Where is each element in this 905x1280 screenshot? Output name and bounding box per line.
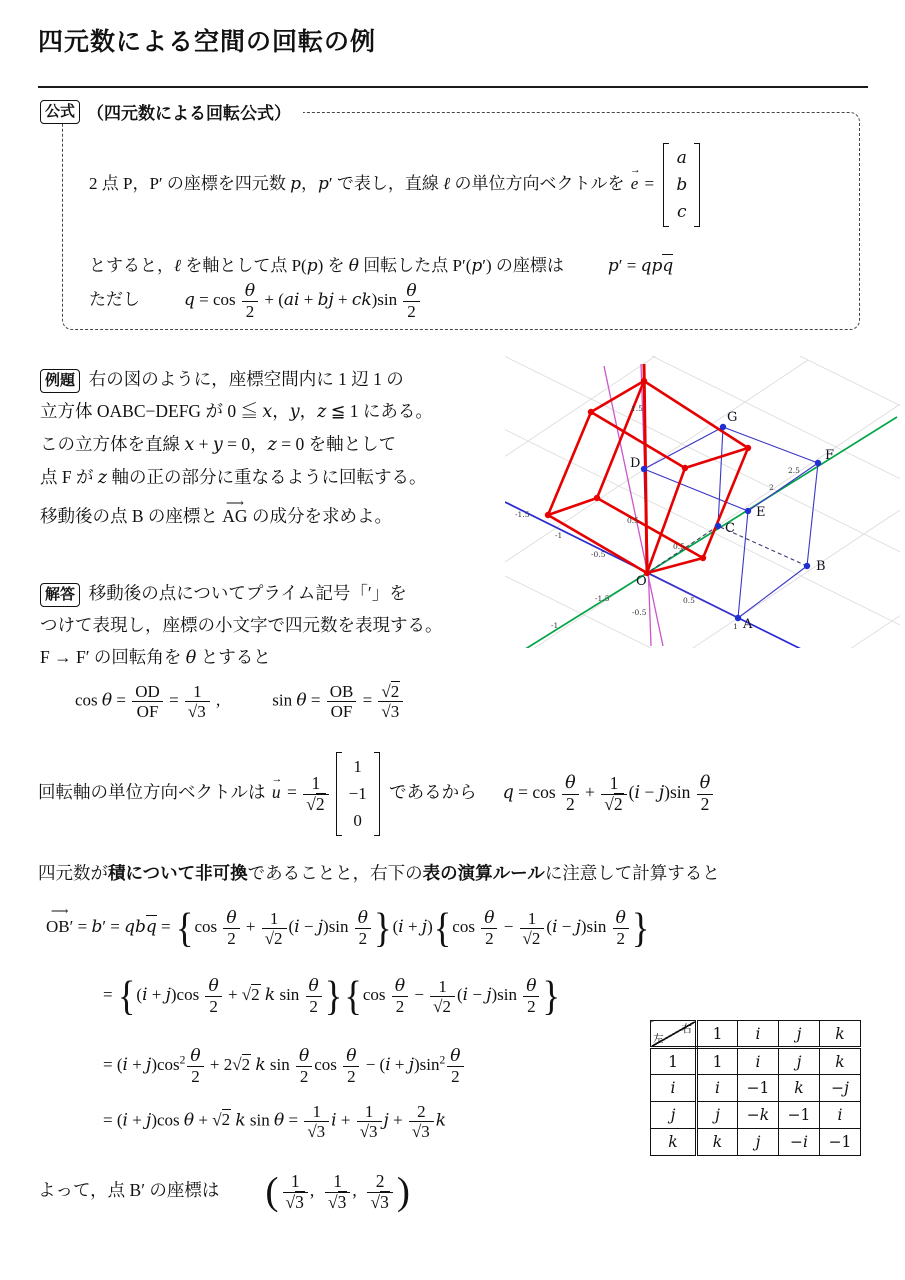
answer-text: 移動後の点についてプライム記号「′」を bbox=[88, 583, 407, 603]
example-block bbox=[40, 363, 520, 532]
formula-line-2: とすると，ℓ を軸として点 P(p) を θ 回転した点 P′(p′) の座標は p′ = qpq bbox=[89, 256, 674, 276]
table-cell-3-0: k bbox=[697, 1129, 738, 1156]
derivation-line-4: = (i + j)cos θ + √2 k sin θ = $\frac{1}{√3}$ i + $\frac{1}{√3}$ j + $\frac{2}{√3}$ k bbox=[103, 1102, 447, 1142]
rotated-vertex-dot-4 bbox=[545, 512, 551, 518]
grid-line bbox=[505, 356, 626, 606]
example-tag: 例題 bbox=[40, 369, 80, 393]
formula-tag: 公式 bbox=[40, 100, 80, 124]
cube-edge-BF bbox=[807, 463, 818, 566]
table-corner-cell: 左 右 bbox=[651, 1021, 697, 1048]
vertex-label-F: F bbox=[825, 448, 835, 463]
vertex-dot-E bbox=[745, 508, 751, 514]
example-line bbox=[40, 363, 520, 395]
table-cell-3-2: −i bbox=[779, 1129, 820, 1156]
formula-line-3: ただし q = cos $\frac{\theta}{2}$ + (ai + bj + ck)sin $\frac{\theta}{2}$ bbox=[89, 281, 422, 321]
quaternion-table bbox=[650, 1020, 861, 1156]
answer-line: F → F′ の回転角を θ とすると bbox=[40, 647, 271, 668]
table-col-header-2: j bbox=[779, 1021, 820, 1048]
table-col-header-3: k bbox=[820, 1021, 861, 1048]
formula-box bbox=[45, 102, 860, 330]
axis-tick-label-4: 1 bbox=[733, 622, 738, 631]
x-axis bbox=[505, 502, 805, 648]
answer-block bbox=[40, 577, 520, 674]
cube-edge-DE bbox=[644, 469, 748, 511]
vertex-label-D: D bbox=[630, 456, 641, 471]
derivation-line-3: = $(i + j)\cos^2$ $\frac{\theta}{2}$ + 2√2 k sin $\frac{\theta}{2}$ cos $\frac{\theta}{2}$ − $(i + j)\sin^2$ $\frac{\theta}{2}$ bbox=[103, 1046, 466, 1086]
formula-box-header bbox=[40, 99, 303, 124]
table-cell-1-3: −j bbox=[820, 1075, 861, 1102]
noncommutative-note: 四元数が積について非可換であることと，右下の表の演算ルールに注意して計算すると bbox=[38, 863, 720, 883]
axis-tick-label-5: -1.5 bbox=[595, 594, 610, 603]
grid-line bbox=[535, 356, 900, 585]
axis-tick-label-2: -0.5 bbox=[591, 550, 606, 559]
grid-line bbox=[505, 477, 885, 648]
vertex-dot-A bbox=[735, 615, 741, 621]
rotated-vertex-dot-6 bbox=[641, 378, 647, 384]
grid-line bbox=[505, 405, 899, 648]
quaternion-table-wrap bbox=[650, 1020, 861, 1156]
rotated-cube-edge-2 bbox=[685, 448, 748, 468]
cube-edge-AB bbox=[738, 566, 807, 618]
cube-edge-GD bbox=[644, 427, 723, 469]
derivation-line-2: = {(i + j)cos $\frac{\theta}{2}$ + √2 k sin $\frac{\theta}{2}$ }{cos $\frac{\theta}{2}$ − $\frac{1}{√2}$ (i − j)sin $\frac{\theta}{2}$ } bbox=[103, 972, 561, 1019]
rotated-cube-edge-0 bbox=[647, 558, 703, 573]
grid-line bbox=[505, 450, 900, 648]
cube-edge-AE bbox=[738, 511, 748, 618]
grid-line bbox=[505, 360, 808, 648]
rotated-cube-edge-1 bbox=[703, 448, 748, 558]
axis-tick-label-9: 1.5 bbox=[631, 404, 643, 413]
vertex-label-C: C bbox=[725, 521, 735, 536]
derivation-line-1: ⟶ OB′ = b′ = qbq = {cos $\frac{\theta}{2}$ + $\frac{1}{√2}$ (i − j)sin $\frac{\theta}{2}$ }(i + j){cos $\frac{\theta}{2}$ − $\frac{1}{√2}$ (i − j)sin $\frac{\theta}{2}$ } bbox=[46, 908, 650, 948]
rotated-vertex-dot-2 bbox=[745, 445, 751, 451]
axis-tick-label-8: 2.5 bbox=[788, 466, 800, 475]
cos-sin-line: cos θ = $\frac{OD}{OF}$ = $\frac{1}{√3}$ , sin θ = $\frac{OB}{OF}$ = $\frac{√2}{√3}$ bbox=[75, 682, 405, 721]
grid-line bbox=[505, 393, 900, 648]
formula-heading: （四元数による回転公式） bbox=[87, 104, 292, 123]
table-cell-1-1: −1 bbox=[738, 1075, 779, 1102]
vertex-dot-G bbox=[720, 424, 726, 430]
grid-line bbox=[505, 356, 900, 648]
rotated-vertex-dot-1 bbox=[700, 555, 706, 561]
cube-edge-FG bbox=[723, 427, 818, 463]
axis-tick-label-12: -0.5 bbox=[632, 608, 647, 617]
example-line: 立方体 OABC−DEFG が 0 ≦ x，y，z ≦ 1 にある。 bbox=[40, 401, 433, 422]
table-row-header-1: i bbox=[651, 1075, 697, 1102]
rotated-vertex-dot-5 bbox=[594, 495, 600, 501]
axis-tick-label-3: 0.5 bbox=[683, 596, 695, 605]
table-cell-3-3: −1 bbox=[820, 1129, 861, 1156]
table-cell-0-3: k bbox=[820, 1048, 861, 1075]
grid-line bbox=[505, 356, 900, 627]
title-rule bbox=[38, 86, 868, 88]
answer-line bbox=[40, 577, 520, 609]
vertex-label-B: B bbox=[816, 559, 826, 574]
table-cell-3-1: j bbox=[738, 1129, 779, 1156]
grid-line bbox=[505, 356, 900, 648]
example-line: この立方体を直線 x + y = 0，z = 0 を軸として bbox=[40, 434, 397, 455]
answer-tag: 解答 bbox=[40, 583, 80, 607]
grid-line bbox=[577, 495, 900, 648]
table-col-header-1: i bbox=[738, 1021, 779, 1048]
axis-tick-label-11: 0.5 bbox=[673, 542, 685, 551]
vertex-label-A: A bbox=[743, 617, 753, 632]
table-row-header-2: j bbox=[651, 1102, 697, 1129]
cube-figure-svg bbox=[505, 356, 900, 648]
table-cell-2-0: j bbox=[697, 1102, 738, 1129]
table-cell-2-1: −k bbox=[738, 1102, 779, 1129]
cube-figure bbox=[505, 356, 900, 648]
vertex-dot-F bbox=[815, 460, 821, 466]
example-text: 右の図のように，座標空間内に 1 辺 1 の bbox=[88, 369, 404, 389]
rotated-vertex-dot-7 bbox=[588, 409, 594, 415]
cube-edge-EF bbox=[748, 463, 818, 511]
grid-line bbox=[505, 435, 900, 648]
table-cell-2-3: i bbox=[820, 1102, 861, 1129]
table-cell-0-0: 1 bbox=[697, 1048, 738, 1075]
table-cell-2-2: −1 bbox=[779, 1102, 820, 1129]
rotation-axis-line: 回転軸の単位方向ベクトルは → u = $\frac{1}{√2}$ 1 −1 0 であるから q = cos $\frac{\theta}{2}$ + $\frac{1}{√2}$ (i − j)sin $\frac{\theta}{2}$ bbox=[38, 752, 715, 836]
rotated-cube-edge-7 bbox=[548, 412, 591, 515]
table-cell-1-2: k bbox=[779, 1075, 820, 1102]
table-row-header-0: 1 bbox=[651, 1048, 697, 1075]
vertex-label-E: E bbox=[756, 505, 766, 520]
vertex-dot-D bbox=[641, 466, 647, 472]
vertex-label-O: O bbox=[636, 574, 647, 589]
page-title: 四元数による空間の回転の例 bbox=[38, 28, 377, 56]
table-cell-0-2: j bbox=[779, 1048, 820, 1075]
table-cell-0-1: i bbox=[738, 1048, 779, 1075]
axis-tick-label-6: -1 bbox=[551, 621, 559, 630]
table-cell-1-0: i bbox=[697, 1075, 738, 1102]
axis-tick-label-0: -1.5 bbox=[515, 510, 530, 519]
axis-tick-label-10: 0.5 bbox=[627, 516, 639, 525]
example-line: 点 F が z 軸の正の部分に重なるように回転する。 bbox=[40, 467, 427, 488]
vertex-label-G: G bbox=[727, 410, 738, 425]
rotated-cube-edge-9 bbox=[597, 498, 703, 558]
axis-tick-label-7: 2 bbox=[769, 483, 774, 492]
vertex-dot-B bbox=[804, 563, 810, 569]
table-col-header-0: 1 bbox=[697, 1021, 738, 1048]
table-row-header-3: k bbox=[651, 1129, 697, 1156]
axis-tick-label-1: -1 bbox=[555, 531, 563, 540]
vertex-dot-C bbox=[715, 523, 721, 529]
rotated-cube-edge-3 bbox=[647, 468, 685, 573]
example-line: 移動後の点 B の座標と ⟶ AG の成分を求めよ。 bbox=[40, 497, 520, 532]
formula-line-1: 2 点 P，P′ の座標を四元数 p，p′ で表し，直線 ℓ の単位方向ベクトルを → e = a b c bbox=[89, 143, 705, 227]
conclusion-line: よって，点 B′ の座標は ( $\frac{1}{√3}$ , $\frac{1}{√3}$ , $\frac{2}{√3}$ ) bbox=[38, 1169, 410, 1214]
answer-line: つけて表現し，座標の小文字で四元数を表現する。 bbox=[40, 615, 443, 635]
rotated-vertex-dot-3 bbox=[682, 465, 688, 471]
